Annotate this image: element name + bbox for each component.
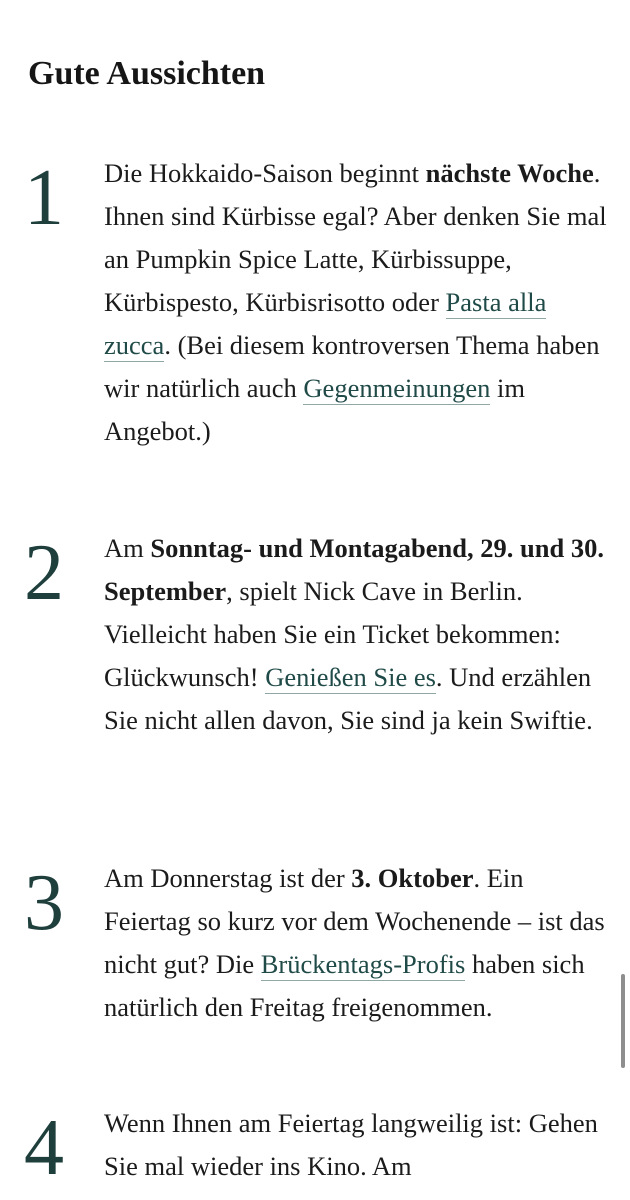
item-number: 2: [24, 529, 64, 617]
text-segment: Am: [104, 533, 151, 563]
article-link[interactable]: Brückentags-Profis: [260, 949, 466, 979]
item-number: 3: [24, 859, 64, 947]
scrollbar-thumb[interactable]: [621, 974, 625, 1068]
text-segment: . Und erzählen Sie nicht allen davon, Sie sind ja kein Swiftie.: [104, 662, 593, 735]
bold-text: nächste Woche: [425, 158, 594, 188]
item-text: [104, 1102, 609, 1188]
text-segment: Die Hokkaido-Saison beginnt: [104, 158, 426, 188]
article-link[interactable]: Gegenmeinungen: [303, 373, 491, 403]
article-link[interactable]: Pasta alla zucca: [104, 287, 547, 360]
text-segment: . Ihnen sind Kürbisse egal? Aber denken Sie mal an Pumpkin Spice Latte, Kürbissuppe, Kürbispesto, Kürbisrisotto oder: [104, 158, 607, 317]
bold-text: 3. Oktober: [351, 863, 474, 893]
item-number: 4: [24, 1104, 64, 1192]
text-segment: . Ein Feiertag so kurz vor dem Wochenende – ist das nicht gut? Die: [104, 863, 605, 979]
text-segment: , spielt Nick Cave in Berlin. Vielleicht haben Sie ein Ticket bekommen: Glückwunsch!: [104, 576, 561, 692]
text-segment: haben sich natürlich den Freitag freigenommen.: [104, 949, 585, 1022]
text-segment: im Angebot.): [104, 373, 525, 446]
text-segment: Am Donnerstag ist der: [104, 863, 352, 893]
item-text: [104, 152, 609, 453]
text-segment: . (Bei diesem kontroversen Thema haben wir natürlich auch: [104, 330, 600, 403]
article-link[interactable]: Genießen Sie es: [265, 662, 436, 692]
item-number: 1: [24, 154, 64, 242]
item-text: [104, 527, 609, 742]
text-segment: Wenn Ihnen am Feiertag langweilig ist: Gehen Sie mal wieder ins Kino. Am: [104, 1108, 598, 1181]
section-heading: Gute Aussichten: [28, 55, 266, 92]
item-text: [104, 857, 609, 1029]
bold-text: Sonntag- und Montagabend, 29. und 30. September: [104, 533, 604, 606]
